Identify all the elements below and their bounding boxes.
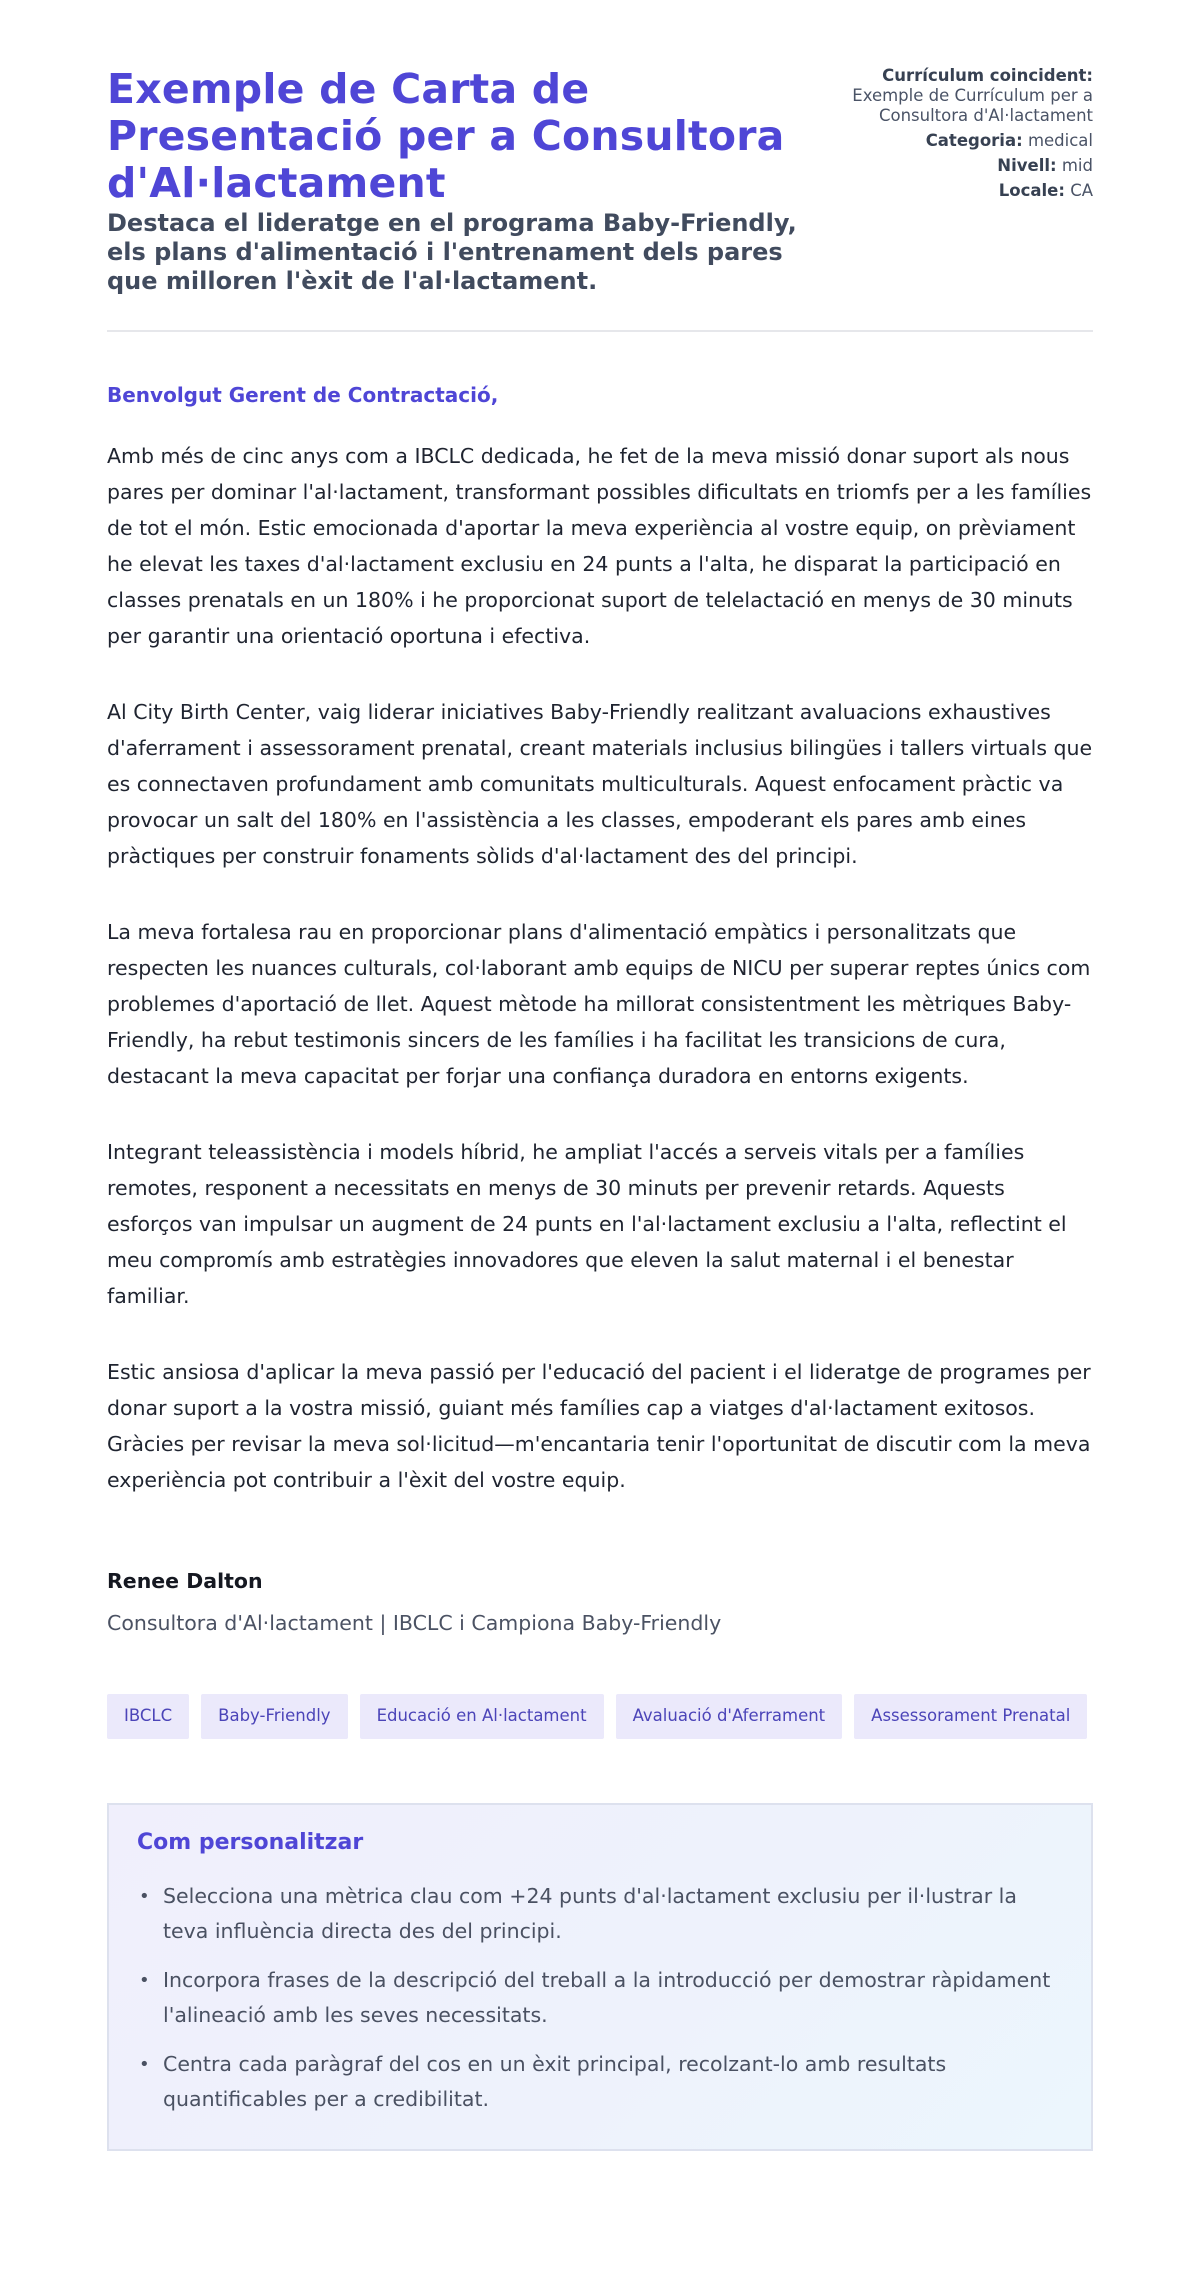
- meta-panel: [843, 66, 1093, 206]
- skill-tag: Educació en Al·lactament: [360, 1694, 604, 1739]
- tip-item: [139, 2047, 1063, 2117]
- page-subtitle: Destaca el lideratge en el programa Baby-Friendly, els plans d'alimentació i l'entrenament dels pares que milloren l'èxit de l'al·lactament.: [107, 209, 797, 295]
- letter-paragraph: La meva fortalesa rau en proporcionar plans d'alimentació empàtics i personalitzats que respecten les nuances culturals, col·laborant amb equips de NICU per superar reptes únics com problemes d'aportació de llet. Aquest mètode ha millorat consistentment les mètriques Baby-Friendly, ha rebut testimonis sincers de les famílies i ha facilitat les transicions de cura, destacant la meva capacitat per forjar una confiança duradora en entorns exigents.: [107, 920, 1091, 1088]
- tips-title: Com personalitzar: [137, 1830, 364, 1855]
- letter-body: [107, 382, 1093, 1636]
- signature-title: Consultora d'Al·lactament | IBCLC i Campiona Baby-Friendly: [107, 1611, 722, 1635]
- letter-paragraph: Amb més de cinc anys com a IBCLC dedicada, he fet de la meva missió donar suport als nous pares per dominar l'al·lactament, transformant possibles dificultats en triomfs per a les famílies de tot el món. Estic emocionada d'aportar la meva experiència al vostre equip, on prèviament he elevat les taxes d'al·lactament exclusiu en 24 punts a l'alta, he disparat la participació en classes prenatals en un 180% i he proporcionat suport de telelactació en menys de 30 minuts per garantir una orientació oportuna i efectiva.: [107, 444, 1092, 648]
- tip-item: [139, 1879, 1063, 1949]
- meta-locale-label: Locale:: [998, 181, 1065, 200]
- meta-category: [843, 131, 1093, 151]
- letter-paragraph: Integrant teleassistència i models híbrid, he ampliat l'accés a serveis vitals per a famílies remotes, responent a necessitats en menys de 30 minuts per prevenir retards. Aquests esforços van impulsar un augment de 24 punts en l'al·lactament exclusiu a l'alta, reflectint el meu compromís amb estratègies innovadores que eleven la salut maternal i el benestar familiar.: [107, 1140, 1067, 1308]
- meta-matching-resume-label: Currículum coincident:: [882, 66, 1093, 85]
- letter-greeting: Benvolgut Gerent de Contractació,: [107, 383, 499, 407]
- signature-block: [107, 1568, 1093, 1636]
- page-title: Exemple de Carta de Presentació per a Consultora d'Al·lactament: [107, 65, 785, 207]
- meta-matching-resume-value: Exemple de Currículum per a Consultora d'Al·lactament: [852, 86, 1093, 125]
- meta-level: [843, 156, 1093, 176]
- tip-item: [139, 1963, 1063, 2033]
- letter-paragraph: Estic ansiosa d'aplicar la meva passió per l'educació del pacient i el lideratge de programes per donar suport a la vostra missió, guiant més famílies cap a viatges d'al·lactament exitosos. Gràcies per revisar la meva sol·licitud—m'encantaria tenir l'oportunitat de discutir com la meva experiència pot contribuir a l'èxit del vostre equip.: [107, 1360, 1091, 1492]
- signature-name: Renee Dalton: [107, 1569, 263, 1593]
- tip-text: Centra cada paràgraf del cos en un èxit principal, recolzant-lo amb resultats quantificables per a credibilitat.: [163, 2052, 947, 2111]
- header-titles: [107, 66, 807, 296]
- meta-level-label: Nivell:: [997, 156, 1057, 175]
- page-header: [107, 66, 1093, 332]
- tip-text: Selecciona una mètrica clau com +24 punts d'al·lactament exclusiu per il·lustrar la teva influència directa des del principi.: [163, 1884, 1017, 1943]
- tips-list: [137, 1879, 1063, 2117]
- tip-text: Incorpora frases de la descripció del treball a la introducció per demostrar ràpidament l'alineació amb les seves necessitats.: [163, 1968, 1051, 2027]
- skill-tag: Assessorament Prenatal: [854, 1694, 1087, 1739]
- skill-tag: IBCLC: [107, 1694, 189, 1739]
- customization-tips-box: [107, 1803, 1093, 2151]
- meta-matching-resume: [843, 66, 1093, 126]
- bullet-icon: •: [139, 1886, 150, 1907]
- letter-paragraph: Al City Birth Center, vaig liderar iniciatives Baby-Friendly realitzant avaluacions exhaustives d'aferrament i assessorament prenatal, creant materials inclusius bilingües i tallers virtuals que es connectaven profundament amb comunitats multiculturals. Aquest enfocament pràctic va provocar un salt del 180% en l'assistència a les classes, empoderant els pares amb eines pràctiques per construir fonaments sòlids d'al·lactament des del principi.: [107, 700, 1093, 868]
- meta-category-label: Categoria:: [925, 131, 1023, 150]
- skill-tag: Avaluació d'Aferrament: [616, 1694, 843, 1739]
- skill-tags: [107, 1694, 1097, 1739]
- meta-level-value: mid: [1061, 156, 1093, 175]
- bullet-icon: •: [139, 1970, 150, 1991]
- skill-tag: Baby-Friendly: [201, 1694, 347, 1739]
- bullet-icon: •: [139, 2054, 150, 2075]
- meta-locale-value: CA: [1070, 181, 1093, 200]
- meta-category-value: medical: [1027, 131, 1093, 150]
- meta-locale: [843, 181, 1093, 201]
